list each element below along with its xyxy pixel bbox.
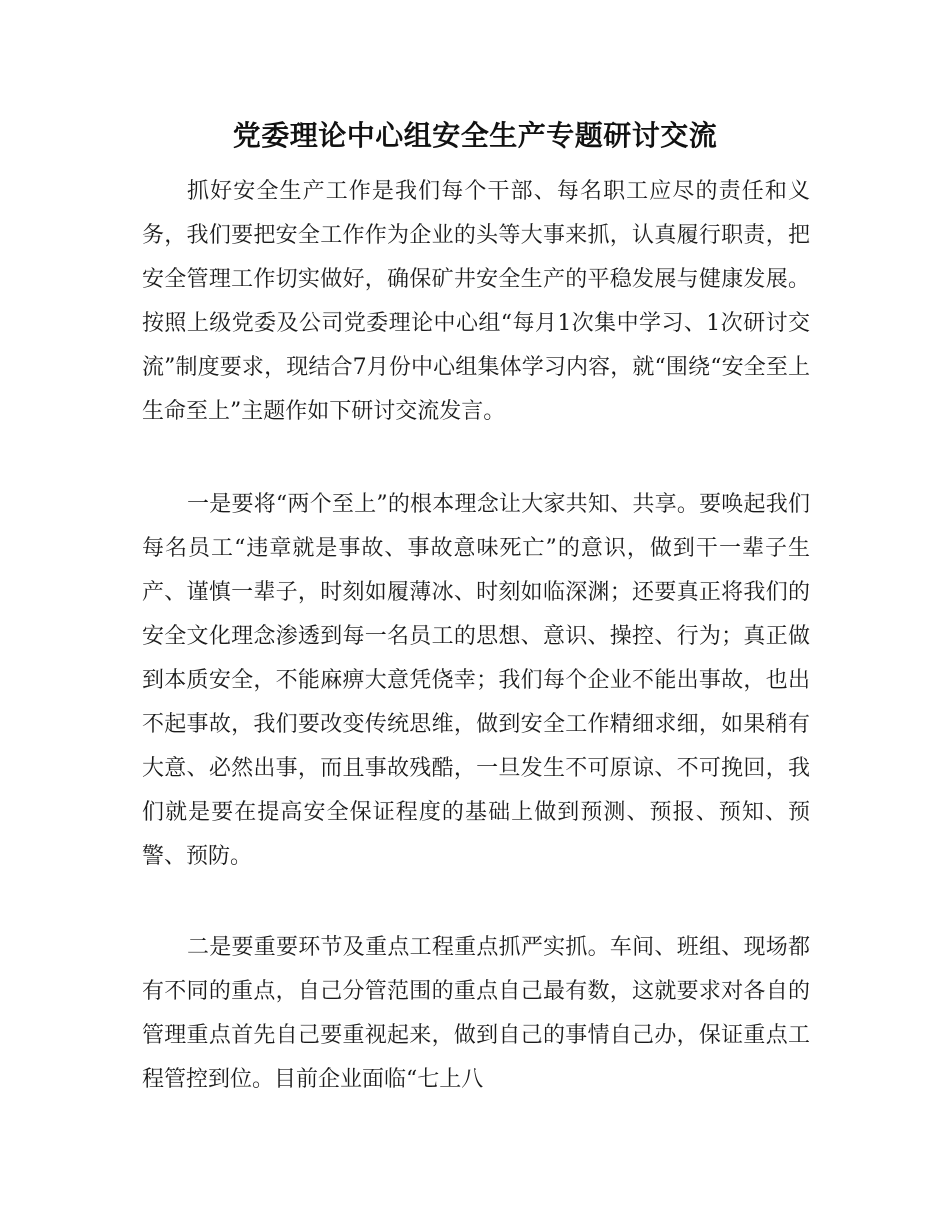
document-title: 党委理论中心组安全生产专题研讨交流 — [232, 119, 718, 152]
paragraph-point-two: 二是要重要环节及重点工程重点抓严实抓。车间、班组、现场都有不同的重点，自己分管范围的重点自己最有数，这就要求对各自的管理重点首先自己要重视起来，做到自己的事情自己办，保证重点工程管控到位。目前企业面临“七上八 — [142, 935, 810, 1092]
paragraph-point-one: 一是要将“两个至上”的根本理念让大家共知、共享。要唤起我们每名员工“违章就是事故、事故意味死亡”的意识，做到干一辈子生产、谨慎一辈子，时刻如履薄冰、时刻如临深渊；还要真正将我们的安全文化理念渗透到每一名员工的思想、意识、操控、行为；真正做到本质安全，不能麻痹大意凭侥幸；我们每个企业不能出事故，也出不起事故，我们要改变传统思维，做到安全工作精细求细，如果稍有大意、必然出事，而且事故残酷，一旦发生不可原谅、不可挽回，我们就是要在提高安全保证程度的基础上做到预测、预报、预知、预警、预防。 — [142, 492, 810, 869]
paragraph-intro: 抓好安全生产工作是我们每个干部、每名职工应尽的责任和义务，我们要把安全工作作为企业的头等大事来抓，认真履行职责，把安全管理工作切实做好，确保矿井安全生产的平稳发展与健康发展。按照上级党委及公司党委理论中心组“每月1次集中学习、1次研讨交流”制度要求，现结合7月份中心组集体学习内容，就“围绕“安全至上生命至上”主题作如下研讨交流发言。 — [142, 179, 810, 424]
